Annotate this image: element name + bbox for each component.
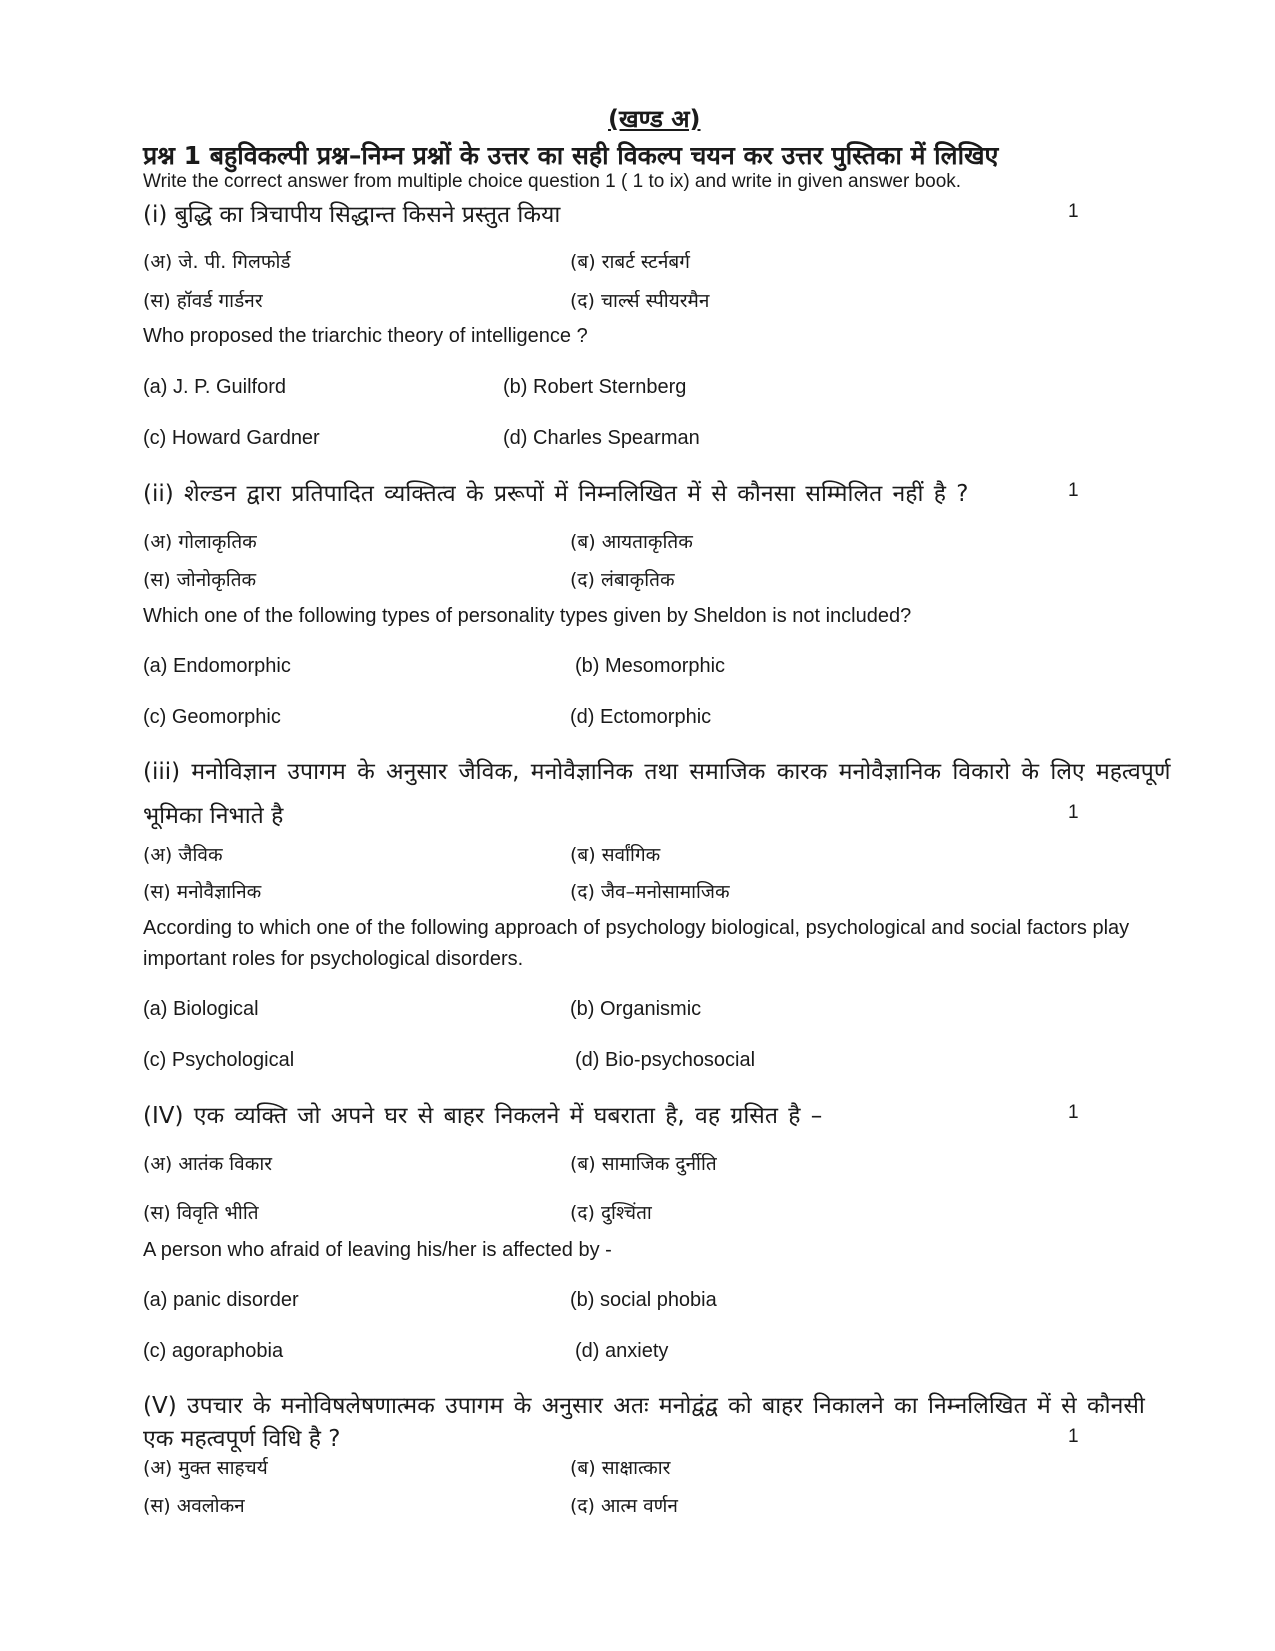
- q4-english-option-c: (c) agoraphobia: [143, 1340, 284, 1362]
- q3-mark: 1: [1068, 802, 1079, 823]
- q1-hindi-option-b: (ब) राबर्ट स्टर्नबर्ग: [570, 251, 690, 273]
- q2-hindi-option-b: (ब) आयताकृतिक: [570, 531, 693, 553]
- q1-english-option-a: (a) J. P. Guilford: [143, 376, 287, 398]
- q4-hindi-option-b: (ब) सामाजिक दुर्नीति: [570, 1153, 717, 1175]
- q2-english-option-d: (d) Ectomorphic: [570, 706, 712, 728]
- q2-hindi-option-d: (द) लंबाकृतिक: [570, 569, 675, 591]
- q3-english-option-c: (c) Psychological: [143, 1049, 295, 1071]
- q4-hindi-option-d: (द) दुश्चिंता: [570, 1202, 652, 1224]
- q3-hindi-text-line2: भूमिका निभाते है: [143, 803, 284, 829]
- q1-hindi-option-a: (अ) जे. पी. गिलफोर्ड: [143, 251, 291, 273]
- q2-mark: 1: [1068, 480, 1079, 501]
- q2-english-option-c: (c) Geomorphic: [143, 706, 281, 728]
- q3-english-text-line1: According to which one of the following approach of psychology biological, psychological and social factors play: [143, 917, 1130, 939]
- q3-english-option-a: (a) Biological: [143, 998, 259, 1020]
- q1-hindi-option-d: (द) चार्ल्स स्पीयरमैन: [570, 290, 710, 312]
- q4-english-text: A person who afraid of leaving his/her is affected by -: [143, 1239, 612, 1261]
- q4-mark: 1: [1068, 1102, 1079, 1123]
- q4-hindi-option-c: (स) विवृति भीति: [143, 1202, 259, 1224]
- q1-english-option-b: (b) Robert Sternberg: [503, 376, 687, 398]
- q1-english-option-c: (c) Howard Gardner: [143, 427, 320, 449]
- q2-english-option-b: (b) Mesomorphic: [575, 655, 726, 677]
- q1-english-text: Who proposed the triarchic theory of intelligence ?: [143, 325, 588, 347]
- q5-hindi-option-c: (स) अवलोकन: [143, 1495, 245, 1517]
- q3-english-option-d: (d) Bio-psychosocial: [575, 1049, 756, 1071]
- q4-hindi-option-a: (अ) आतंक विकार: [143, 1153, 273, 1175]
- q3-hindi-text-line1: (iii) मनोविज्ञान उपागम के अनुसार जैविक, मनोवैज्ञानिक तथा समाजिक कारक मनोवैज्ञानिक विकारो के लिए महत्वपूर्ण: [143, 759, 1171, 785]
- q4-english-option-a: (a) panic disorder: [143, 1289, 299, 1311]
- q5-hindi-option-a: (अ) मुक्त साहचर्य: [143, 1457, 268, 1479]
- q3-hindi-option-d: (द) जैव–मनोसामाजिक: [570, 881, 730, 903]
- q3-english-text-line2: important roles for psychological disorders.: [143, 948, 524, 970]
- q2-english-option-a: (a) Endomorphic: [143, 655, 291, 677]
- q2-hindi-option-a: (अ) गोलाकृतिक: [143, 531, 257, 553]
- main-heading: प्रश्न 1 बहुविकल्पी प्रश्न–निम्न प्रश्नों के उत्तर का सही विकल्प चयन कर उत्तर पुस्तिका में लिखिए: [143, 141, 999, 170]
- q5-hindi-option-b: (ब) साक्षात्कार: [570, 1457, 671, 1479]
- q4-hindi-text: (IV) एक व्यक्ति जो अपने घर से बाहर निकलने में घबराता है, वह ग्रसित है –: [143, 1103, 823, 1129]
- q3-hindi-option-c: (स) मनोवैज्ञानिक: [143, 881, 262, 903]
- q4-english-option-d: (d) anxiety: [575, 1340, 669, 1362]
- q3-hindi-option-b: (ब) सर्वांगिक: [570, 844, 661, 866]
- q5-hindi-option-d: (द) आत्म वर्णन: [570, 1495, 678, 1517]
- q3-english-option-b: (b) Organismic: [570, 998, 702, 1020]
- q4-english-option-b: (b) social phobia: [570, 1289, 717, 1311]
- q5-hindi-text-line2: एक महत्वपूर्ण विधि है ?: [143, 1426, 341, 1452]
- section-heading: (खण्ड अ): [608, 105, 701, 133]
- q1-mark: 1: [1068, 201, 1079, 222]
- q1-hindi-option-c: (स) हॉवर्ड गार्डनर: [143, 290, 263, 312]
- q1-english-option-d: (d) Charles Spearman: [503, 427, 700, 449]
- q2-hindi-text: (ii) शेल्डन द्वारा प्रतिपादित व्यक्तित्व के प्ररूपों में निम्नलिखित में से कौनसा सम्मिलित नहीं है ?: [143, 481, 969, 507]
- q1-hindi-text: (i) बुद्धि का त्रिचापीय सिद्धान्त किसने प्रस्तुत किया: [143, 202, 561, 228]
- q5-mark: 1: [1068, 1426, 1079, 1447]
- q2-english-text: Which one of the following types of personality types given by Sheldon is not included?: [143, 605, 912, 627]
- instruction-english: Write the correct answer from multiple choice question 1 ( 1 to ix) and write in given answer book.: [143, 171, 962, 192]
- q5-hindi-text-line1: (V) उपचार के मनोविषलेषणात्मक उपागम के अनुसार अतः मनोद्वंद्व को बाहर निकालने का निम्नलिखित में से कौनसी: [143, 1393, 1145, 1419]
- q3-hindi-option-a: (अ) जैविक: [143, 844, 223, 866]
- q2-hindi-option-c: (स) जोनोकृतिक: [143, 569, 257, 591]
